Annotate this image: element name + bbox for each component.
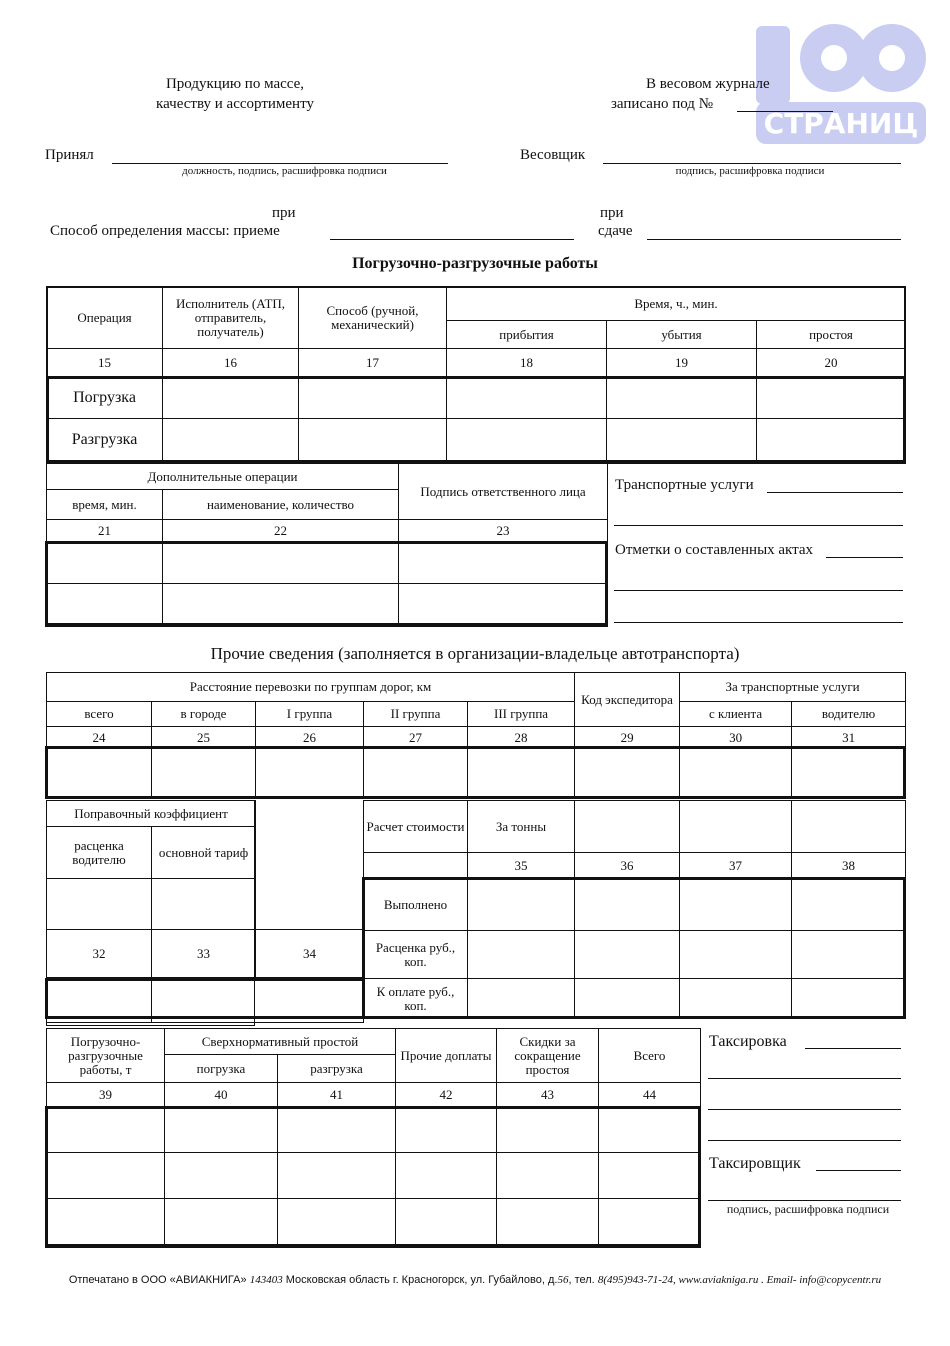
input-cell[interactable] [497,1107,599,1153]
num-30: 30 [680,727,792,749]
num-35: 35 [468,853,575,879]
input-cell[interactable] [575,931,680,979]
transport-services-label: Транспортные услуги [615,477,754,493]
calc-label: Расчет стоимости [364,801,468,853]
input-cell[interactable] [163,377,299,419]
input-cell[interactable] [468,979,575,1019]
num-15: 15 [47,349,163,377]
footer-printed: Отпечатано в ООО «АВИАКНИГА» [68,1274,247,1286]
input-cell[interactable] [364,749,468,799]
col-departure: убытия [607,321,757,349]
input-cell[interactable] [575,979,680,1019]
extra-ops-name: наименование, количество [163,490,399,520]
col-grand-total: Всего [599,1029,701,1083]
method-delivery-field[interactable] [647,239,901,240]
input-cell[interactable] [399,542,608,584]
num-32: 32 [47,930,152,978]
input-cell[interactable] [792,879,906,931]
input-cell[interactable] [792,801,906,853]
input-cell[interactable] [299,377,447,419]
header-right-line2: записано под № [611,96,714,112]
base-tariff: основной тариф [152,827,256,879]
transport-services-field[interactable] [767,492,903,493]
input-cell[interactable] [607,419,757,461]
method-acceptance-field[interactable] [330,239,574,240]
extra-ops-signature: Подпись ответственного лица [399,464,608,520]
blank-cell [256,801,364,930]
col-arrival: прибытия [447,321,607,349]
input-cell[interactable] [165,1153,278,1199]
input-cell[interactable] [163,542,399,584]
acts-marks-field[interactable] [826,557,903,558]
calc-table [363,800,906,1019]
to-pay-label: К оплате руб., коп. [364,979,468,1019]
input-cell[interactable] [792,979,906,1019]
num-25: 25 [152,727,256,749]
input-cell[interactable] [468,931,575,979]
extra-ops-title: Дополнительные операции [47,464,399,490]
extra-ops-table [46,463,608,624]
method-label: Способ определения массы: приеме [50,223,280,239]
num-44: 44 [599,1083,701,1107]
input-cell[interactable] [468,749,575,799]
input-cell[interactable] [757,419,906,461]
taxation-field-3[interactable] [708,1109,901,1110]
input-cell[interactable] [575,801,680,853]
num-27: 27 [364,727,468,749]
input-cell[interactable] [599,1153,701,1199]
transport-services-field-2[interactable] [614,525,903,526]
input-cell[interactable] [152,749,256,799]
taxation-field-4[interactable] [708,1140,901,1141]
loading-title: Погрузочно-разгрузочные работы [352,255,598,272]
col-time: Время, ч., мин. [447,287,906,321]
input-cell[interactable] [47,879,152,930]
num-23: 23 [399,520,608,542]
for-transport-header: За транспортные услуги [680,673,906,702]
other-title: Прочие сведения (заполняется в организации-владельце автотранспорта) [210,644,740,663]
header-left-line1: Продукцию по массе, [165,76,305,92]
input-cell[interactable] [163,419,299,461]
input-cell[interactable] [396,1199,497,1245]
num-20: 20 [757,349,906,377]
method-delivery-label: сдаче [598,223,633,239]
num-22: 22 [163,520,399,542]
done-label: Выполнено [364,879,468,931]
correction-table [46,800,364,1023]
num-24: 24 [47,727,152,749]
col-idle-header: Сверхнормативный простой [165,1029,396,1055]
input-cell[interactable] [792,931,906,979]
input-cell[interactable] [278,1153,396,1199]
input-cell[interactable] [599,1199,701,1245]
footer-tel-label: , тел. [568,1274,595,1286]
acts-marks-label: Отметки о составленных актах [615,542,814,558]
row-unloading: Разгрузка [47,419,163,461]
input-cell[interactable] [607,377,757,419]
taxation-field[interactable] [805,1048,901,1049]
num-31: 31 [792,727,906,749]
col-discount: Скидки за сокращение простоя [497,1029,599,1083]
input-cell[interactable] [792,749,906,799]
input-cell[interactable] [468,879,575,931]
input-cell[interactable] [575,879,680,931]
weigher-hint: подпись, расшифровка подписи [675,165,825,177]
num-42: 42 [396,1083,497,1107]
footer-house: 56 [557,1274,569,1286]
input-cell[interactable] [396,1153,497,1199]
input-cell[interactable] [152,879,256,930]
input-cell[interactable] [399,584,608,624]
col-other-pay: Прочие доплаты [396,1029,497,1083]
input-cell[interactable] [680,801,792,853]
input-cell[interactable] [497,1153,599,1199]
weigher-field[interactable] [603,163,901,164]
input-cell[interactable] [47,584,163,624]
journal-number-field[interactable] [737,111,833,112]
col-executor: Исполнитель (АТП, отправитель, получатель) [163,287,299,349]
num-18: 18 [447,349,607,377]
input-cell[interactable] [165,1199,278,1245]
input-cell[interactable] [447,377,607,419]
method-pri-2: при [600,205,624,221]
input-cell[interactable] [47,1153,165,1199]
num-16: 16 [163,349,299,377]
row-loading: Погрузка [47,377,163,419]
num-17: 17 [299,349,447,377]
taxator-label: Таксировщик [709,1155,801,1172]
col-group-2: II группа [364,702,468,727]
footer-contacts: 8(495)943-71-24, www.aviakniga.ru . Email- info@copycentr.ru [597,1274,882,1286]
accepted-hint: должность, подпись, расшифровка подписи [182,165,387,177]
rate-label: Расценка руб., коп. [364,931,468,979]
num-19: 19 [607,349,757,377]
col-unload: разгрузка [278,1055,396,1083]
input-cell[interactable] [497,1199,599,1245]
input-cell[interactable] [680,979,792,1019]
input-cell[interactable] [165,1107,278,1153]
watermark-word: СТРАНИЦ [763,107,919,140]
input-cell[interactable] [47,978,152,1023]
driver-rate: расценка водителю [47,827,152,879]
col-group-3: III группа [468,702,575,727]
num-33: 33 [152,930,256,978]
taxator-field-2[interactable] [708,1200,901,1201]
input-cell[interactable] [757,377,906,419]
input-cell[interactable] [152,978,364,1023]
accepted-field[interactable] [112,163,448,164]
col-load: погрузка [165,1055,278,1083]
num-38: 38 [792,853,906,879]
col-from-client: с клиента [680,702,792,727]
acts-marks-field-2[interactable] [614,590,903,591]
footer-imprint [0,1274,950,1286]
input-cell[interactable] [278,1199,396,1245]
input-cell[interactable] [680,931,792,979]
header-right-line1: В весовом журнале [646,76,770,92]
other-table [46,672,906,799]
input-cell[interactable] [47,749,152,799]
num-36: 36 [575,853,680,879]
col-method: Способ (ручной, механический) [299,287,447,349]
input-cell[interactable] [163,584,399,624]
taxator-hint: подпись, расшифровка подписи [726,1202,890,1216]
col-group-1: I группа [256,702,364,727]
input-cell[interactable] [278,1107,396,1153]
num-26: 26 [256,727,364,749]
num-41: 41 [278,1083,396,1107]
input-cell[interactable] [299,419,447,461]
num-39: 39 [47,1083,165,1107]
distance-header: Расстояние перевозки по группам дорог, км [47,673,575,702]
input-cell[interactable] [680,879,792,931]
for-tons: За тонны [468,801,575,853]
num-34: 34 [256,930,364,978]
input-cell[interactable] [47,542,163,584]
footer-postcode: 143403 [249,1274,283,1286]
input-cell[interactable] [396,1107,497,1153]
input-cell[interactable] [47,1199,165,1245]
acts-marks-field-3[interactable] [614,622,903,623]
num-37: 37 [680,853,792,879]
num-28: 28 [468,727,575,749]
input-cell[interactable] [599,1107,701,1153]
extra-ops-time: время, мин. [47,490,163,520]
method-pri-1: при [272,205,296,221]
input-cell[interactable] [575,749,680,799]
bottom-table [46,1028,701,1245]
num-40: 40 [165,1083,278,1107]
num-29: 29 [575,727,680,749]
forwarder-code: Код экспедитора [575,673,680,727]
header-left-line2: качеству и ассортименту [156,96,314,112]
num-43: 43 [497,1083,599,1107]
input-cell[interactable] [47,1107,165,1153]
num-21: 21 [47,520,163,542]
col-loading-works: Погрузочно-разгрузочные работы, т [47,1029,165,1083]
col-idle: простоя [757,321,906,349]
footer-address: Московская область г. Красногорск, ул. Губайлово, д. [285,1274,558,1286]
weigher-label: Весовщик [520,147,586,163]
taxator-field[interactable] [816,1170,901,1171]
watermark-logo [752,22,930,148]
correction-title: Поправочный коэффициент [47,801,256,827]
taxation-field-2[interactable] [708,1078,901,1079]
loading-table [46,286,906,461]
col-city: в городе [152,702,256,727]
input-cell[interactable] [447,419,607,461]
input-cell[interactable] [680,749,792,799]
input-cell[interactable] [256,749,364,799]
col-to-driver: водителю [792,702,906,727]
col-total: всего [47,702,152,727]
accepted-label: Принял [45,147,94,163]
taxation-label: Таксировка [709,1033,787,1050]
col-operation: Операция [47,287,163,349]
blank-cell [364,853,468,879]
